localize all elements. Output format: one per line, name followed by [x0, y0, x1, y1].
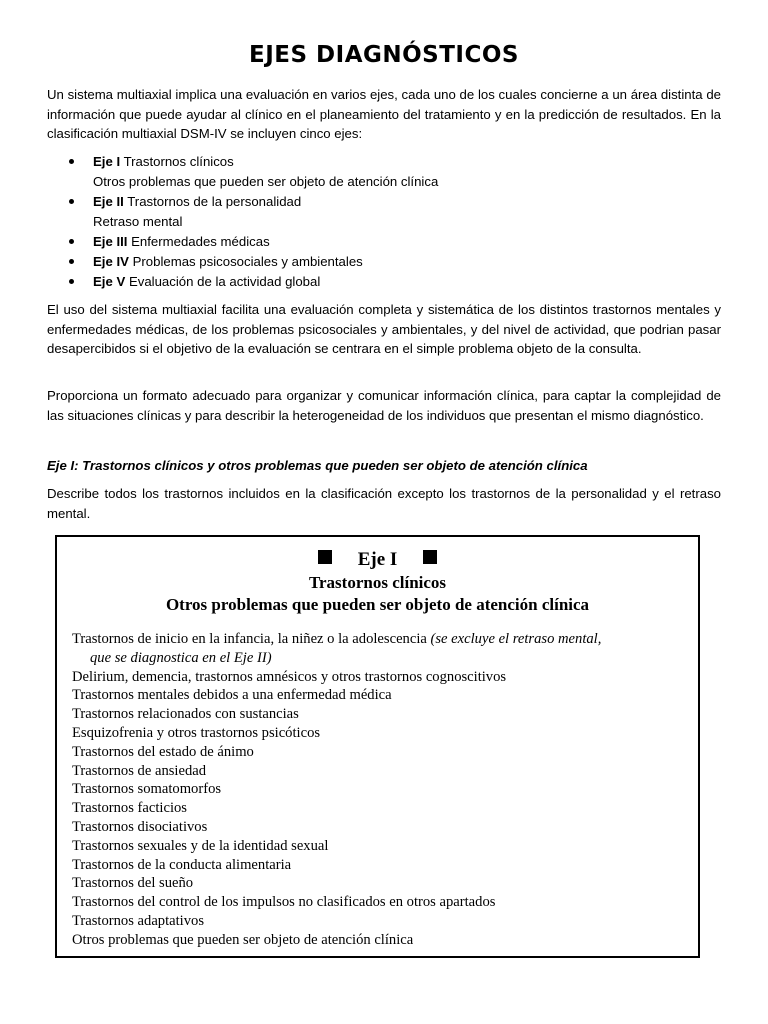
square-bullet-icon — [423, 550, 437, 564]
figure-heading: Eje I — [357, 549, 398, 570]
disorder-list — [72, 630, 692, 950]
bullet-icon — [69, 259, 74, 264]
list-item: Otros problemas que pueden ser objeto de atención clínica — [72, 931, 414, 948]
list-item: Trastornos de la conducta alimentaria — [72, 856, 292, 873]
square-bullet-icon — [318, 550, 332, 564]
axis-one-description: Describe todos los trastornos incluidos en la clasificación excepto los trastornos de la personalidad y el retraso mental. — [47, 486, 721, 521]
list-item: Trastornos adaptativos — [72, 912, 205, 929]
intro-paragraph: Un sistema multiaxial implica una evaluación en varios ejes, cada uno de los cuales concierne a un área distinta de información que puede ayudar al clínico en el planeamiento del tratamiento y en la predicción de resultados. En la clasificación multiaxial DSM-IV se incluyen cinco ejes: — [47, 87, 721, 141]
list-item: Trastornos mentales debidos a una enfermedad médica — [72, 687, 392, 704]
axis-item-3: Eje III Enfermedades médicas — [47, 232, 721, 252]
format-paragraph: Proporciona un formato adecuado para organizar y comunicar información clínica, para captar la complejidad de las situaciones clínicas y para describir la heterogeneidad de los individuos que presentan el mismo diagnóstico. — [47, 388, 721, 423]
list-item: Esquizofrenia y otros trastornos psicóticos — [72, 724, 321, 741]
list-item: Trastornos sexuales y de la identidad sexual — [72, 837, 329, 854]
page-title: EJES DIAGNÓSTICOS — [249, 42, 519, 68]
axis-item-5: Eje V Evaluación de la actividad global — [47, 272, 721, 292]
list-item: Trastornos de ansiedad — [72, 762, 207, 779]
list-item: Trastornos del sueño — [72, 875, 194, 892]
axis-one-figure — [55, 535, 700, 958]
list-item: Trastornos relacionados con sustancias — [72, 706, 299, 723]
figure-subheading-2: Otros problemas que pueden ser objeto de atención clínica — [165, 595, 590, 614]
list-item: Delirium, demencia, trastornos amnésicos y otros trastornos cognoscitivos — [72, 668, 507, 685]
figure-subheading-1: Trastornos clínicos — [308, 573, 447, 592]
multiaxial-usage-paragraph: El uso del sistema multiaxial facilita una evaluación completa y sistemática de los distintos trastornos mentales y enfermedades médicas, de los problemas psicosociales y ambientales, y del nivel de actividad, que podrian pasar desapercibidos si el objetivo de la evaluación se centrara en el simple problema objeto de la consulta. — [47, 302, 721, 356]
axis-item-2: Eje II Trastornos de la personalidad Retraso mental — [47, 192, 721, 232]
list-item: Trastornos disociativos — [72, 818, 208, 835]
bullet-icon — [69, 279, 74, 284]
axes-list — [47, 152, 721, 292]
bullet-icon — [69, 159, 74, 164]
figure-header — [57, 548, 698, 616]
axis-item-4: Eje IV Problemas psicosociales y ambientales — [47, 252, 721, 272]
list-item: Trastornos del estado de ánimo — [72, 743, 254, 760]
list-item: Trastornos del control de los impulsos no clasificados en otros apartados — [72, 894, 496, 911]
bullet-icon — [69, 239, 74, 244]
list-item: Trastornos somatomorfos — [72, 781, 222, 798]
list-item: Trastornos de inicio en la infancia, la niñez o la adolescencia (se excluye el retraso mental, que se diagnostica en el Eje II) — [72, 631, 602, 666]
list-item: Trastornos facticios — [72, 800, 187, 817]
bullet-icon — [69, 199, 74, 204]
section-heading: Eje I: Trastornos clínicos y otros problemas que pueden ser objeto de atención clínica — [47, 458, 588, 473]
axis-item-1: Eje I Trastornos clínicos Otros problemas que pueden ser objeto de atención clínica — [47, 152, 721, 192]
